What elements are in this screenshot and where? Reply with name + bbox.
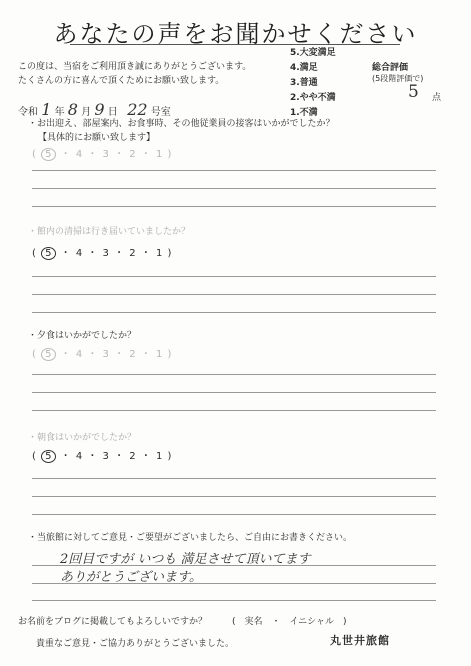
question-service-note: 【具体的にお願い致します】 xyxy=(38,133,156,143)
day-unit: 日 xyxy=(107,107,118,118)
rating-scale-legend xyxy=(290,46,336,121)
answer-line xyxy=(32,374,436,375)
answer-line xyxy=(32,565,436,566)
handwritten-comment-line-2[interactable]: ありがとうございます。 xyxy=(60,570,202,585)
blog-consent-options[interactable]: ( 実名 ・ イニシャル ) xyxy=(232,617,347,627)
inn-name: 丸世井旅館 xyxy=(330,634,390,647)
era-label: 令和 xyxy=(18,107,38,118)
answer-line xyxy=(32,206,436,207)
month-unit: 月 xyxy=(81,107,92,118)
overall-evaluation-unit: 点 xyxy=(432,93,442,103)
day-value[interactable]: 9 xyxy=(94,100,105,119)
scale-item: 5.大変満足 xyxy=(290,48,336,58)
intro-text xyxy=(18,60,251,88)
answer-line xyxy=(32,170,436,171)
intro-line-2: たくさんの方に喜んで頂くためにお願い致します。 xyxy=(18,76,225,86)
answer-line xyxy=(32,600,436,601)
selected-rating[interactable]: 5 xyxy=(41,348,56,361)
scale-item: 1.不満 xyxy=(290,108,318,118)
answer-line xyxy=(32,188,436,189)
rating-cleaning[interactable]: ( 5 ・ 4 ・ 3 ・ 2 ・ 1 ) xyxy=(32,248,173,259)
answer-line xyxy=(32,294,436,295)
answer-line xyxy=(32,496,436,497)
question-breakfast: ・朝食はいかがでしたか？ xyxy=(28,433,137,443)
scale-item: 3.普通 xyxy=(290,78,318,88)
overall-evaluation-score[interactable]: 5 xyxy=(408,82,419,102)
answer-line xyxy=(32,392,436,393)
overall-evaluation-label: 総合評価 xyxy=(372,63,409,73)
year-unit: 年 xyxy=(54,107,65,118)
rating-breakfast[interactable]: ( 5 ・ 4 ・ 3 ・ 2 ・ 1 ) xyxy=(32,451,173,462)
answer-line xyxy=(32,583,436,584)
room-unit: 号室 xyxy=(150,107,171,118)
question-service: ・お出迎え、部屋案内、お食事時、その他従業員の接客はいかがでしたか？ xyxy=(28,119,335,129)
page-title: あなたの声をお聞かせください xyxy=(53,20,418,48)
answer-line xyxy=(32,514,436,515)
rating-dinner[interactable]: ( 5 ・ 4 ・ 3 ・ 2 ・ 1 ) xyxy=(32,349,173,360)
selected-rating[interactable]: 5 xyxy=(41,450,56,463)
scale-item: 2.やや不満 xyxy=(290,93,336,103)
answer-line xyxy=(32,276,436,277)
question-cleaning: ・館内の清掃は行き届いていましたか？ xyxy=(28,227,191,237)
title-underline xyxy=(70,44,400,45)
rating-service[interactable]: ( 5 ・ 4 ・ 3 ・ 2 ・ 1 ) xyxy=(32,149,173,160)
scale-item: 4.満足 xyxy=(290,63,318,73)
intro-line-1: この度は、当宿をご利用頂き誠にありがとうございます。 xyxy=(18,62,252,72)
overall-evaluation-subtitle: (5段階評価で) xyxy=(372,74,424,83)
question-dinner: ・夕食はいかがでしたか？ xyxy=(28,331,137,341)
answer-line xyxy=(32,410,436,411)
answer-line xyxy=(32,478,436,479)
selected-rating[interactable]: 5 xyxy=(41,247,56,260)
room-value[interactable]: 22 xyxy=(127,100,148,119)
handwritten-comment-line-1[interactable]: 2回目ですが いつも 満足させて頂いてます xyxy=(60,552,311,567)
month-value[interactable]: 8 xyxy=(67,100,78,119)
answer-line xyxy=(32,312,436,313)
thanks-text: 貴重なご意見・ご協力ありがとうございました。 xyxy=(36,639,235,649)
year-value[interactable]: 1 xyxy=(41,100,52,119)
selected-rating[interactable]: 5 xyxy=(41,148,56,161)
question-feedback: ・当旅館に対してご意見・ご要望がございましたら、ご自由にお書きください。 xyxy=(28,533,353,543)
blog-consent-question: お名前をブログに掲載してもよろしいですか？ xyxy=(18,617,208,627)
